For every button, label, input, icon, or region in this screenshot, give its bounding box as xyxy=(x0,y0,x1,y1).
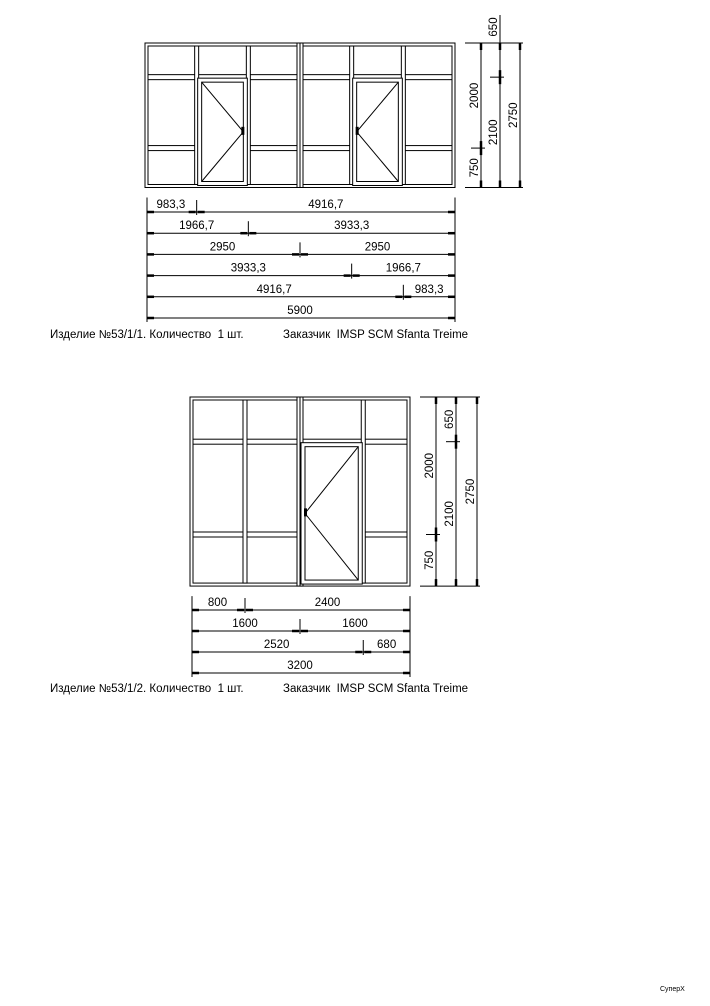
width-dimension-row xyxy=(147,263,455,279)
width-total-label: 5900 xyxy=(287,305,313,317)
width-left-label: 1600 xyxy=(232,618,258,630)
door-sash-inner xyxy=(202,82,244,181)
door-sash-inner xyxy=(305,447,358,580)
width-left-label: 983,3 xyxy=(156,199,186,211)
width-dimensions xyxy=(147,197,455,322)
window-frame xyxy=(190,397,410,586)
width-dimensions xyxy=(192,596,410,677)
width-right-label: 3933,3 xyxy=(334,220,370,233)
customer-caption: Заказчик IMSP SCM Sfanta Treime xyxy=(283,329,469,341)
height-top-label: 650 xyxy=(444,409,456,429)
width-dimension-row xyxy=(147,284,455,300)
window-drawing-2 xyxy=(190,397,480,677)
width-left-label: 2950 xyxy=(209,241,236,254)
door-sash xyxy=(301,443,362,584)
width-dimension-row xyxy=(147,220,455,236)
window-drawing-1 xyxy=(145,15,523,322)
width-right-label: 2400 xyxy=(314,597,341,609)
item-caption: Изделие №53/1/1. Количество 1 шт. xyxy=(50,329,244,341)
width-dimension-row xyxy=(192,618,410,634)
width-right-label: 4916,7 xyxy=(308,199,344,211)
width-dimension-row xyxy=(192,597,410,613)
height-dimensions xyxy=(420,397,480,586)
height-bottom-label: 750 xyxy=(424,550,436,570)
width-left-label: 2520 xyxy=(263,639,290,651)
software-label: СуперX xyxy=(660,986,685,993)
width-right-label: 680 xyxy=(377,639,397,651)
height-door-label: 2100 xyxy=(444,501,456,527)
door-sash-inner xyxy=(357,82,399,181)
customer-caption: Заказчик IMSP SCM Sfanta Treime xyxy=(283,683,469,695)
mullion xyxy=(243,400,247,583)
door-handle-icon xyxy=(241,127,244,135)
width-right-label: 1600 xyxy=(342,618,368,630)
height-upper-label: 2000 xyxy=(424,452,436,479)
height-door-label: 2100 xyxy=(488,119,500,146)
width-dimension-row xyxy=(147,199,455,215)
width-left-label: 1966,7 xyxy=(179,220,215,233)
width-dimension-row xyxy=(147,305,455,318)
width-left-label: 4916,7 xyxy=(256,283,292,296)
width-left-label: 800 xyxy=(207,597,228,609)
width-dimension-row xyxy=(192,660,410,673)
window-frame xyxy=(145,43,455,187)
width-total-label: 3200 xyxy=(287,660,313,672)
width-dimension-row xyxy=(147,241,455,257)
width-left-label: 3933,3 xyxy=(230,262,266,275)
width-right-label: 983,3 xyxy=(414,283,444,296)
width-right-label: 1966,7 xyxy=(385,262,421,275)
width-dimension-row xyxy=(192,639,410,655)
door-sash xyxy=(353,78,403,185)
height-bottom-label: 750 xyxy=(469,158,481,178)
height-dimensions xyxy=(465,15,523,187)
height-total-label: 2750 xyxy=(465,478,477,505)
height-total-label: 2750 xyxy=(508,102,520,129)
item-caption: Изделие №53/1/2. Количество 1 шт. xyxy=(50,683,244,695)
door-sash xyxy=(198,78,248,185)
door-handle-icon xyxy=(304,508,307,516)
height-top-label: 650 xyxy=(488,17,500,37)
door-handle-icon xyxy=(356,127,359,135)
width-right-label: 2950 xyxy=(364,241,391,254)
height-upper-label: 2000 xyxy=(469,82,481,109)
